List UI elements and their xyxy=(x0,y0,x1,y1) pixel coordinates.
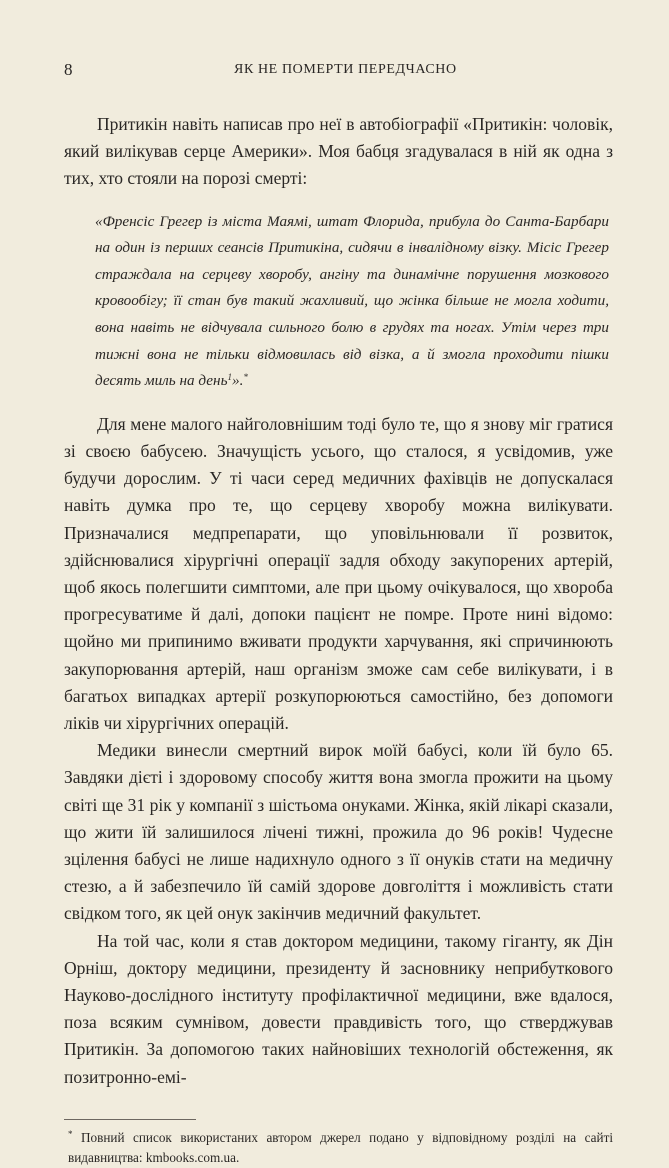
quote-footnote-mark: * xyxy=(243,372,248,383)
quote-reference: 1 xyxy=(227,372,232,383)
page-number: 8 xyxy=(64,60,73,79)
block-quote xyxy=(95,209,609,395)
quote-text: «Френсіс Грегер із міста Маямі, штат Флорида, прибула до Санта-Барбари на один із перших сеансів Притикіна, сидячи в інвалідному візку. Місіс Грегер страждала на серцеву хворобу, ангіну та динамічне порушення мозкового кровообігу; її стан був такий жахливий, що жінка більше не могла ходити, вона навіть не відчувала сильного болю в грудях та ногах. Утім через три тижні вона не тільки відмовилась від візка, а й змогла проходити пішки десять миль на день xyxy=(95,212,609,390)
intro-paragraph: Притикін навіть написав про неї в автобіографії «Притикін: чоловік, який вилікував серце Америки». Моя бабця згадувалася в ній як одна з тих, хто стояли на порозі смерті: xyxy=(64,114,613,189)
quote-closing: ». xyxy=(231,372,244,390)
running-title: ЯК НЕ ПОМЕРТИ ПЕРЕДЧАСНО xyxy=(234,62,457,77)
footnote xyxy=(64,1128,613,1168)
footnote-text: Повний список використаних автором джерел подано у відповідному розділі на сайті видавництва: kmbooks.com.ua. xyxy=(68,1129,613,1165)
page-header xyxy=(64,54,613,84)
paragraph-3: На той час, коли я став доктором медицини, такому гіганту, як Дін Орніш, доктору медицини, президенту й засновнику неприбуткового Науково-дослідного інституту профілактичної медицини, вже вдалося, поза всяким сумнівом, довести правдивість того, що стверджував Притикін. За допомогою таких найновіших технологій обстеження, як позитронно-емі- xyxy=(64,930,613,1087)
footnote-divider xyxy=(64,1119,196,1120)
body-text xyxy=(64,111,613,1091)
footnote-mark: * xyxy=(68,1128,73,1139)
paragraph-2: Медики винесли смертний вирок моїй бабусі, коли їй було 65. Завдяки дієті і здоровому способу життя вона змогла прожити на цьому світі ще 31 рік у компанії з шістьома онуками. Жінка, якій лікарі сказали, що жити їй залишилося лічені тижні, прожила до 96 років! Чудесне зцілення бабусі не лише надихнуло одного з її онуків стати на медичну стезю, а й забезпечило їй самій здорове довголіття і можливість стати свідком того, як цей онук закінчив медичний факультет. xyxy=(64,740,613,924)
paragraph-1: Для мене малого найголовнішим тоді було те, що я знову міг гратися зі своєю бабусею. Значущість усього, що сталося, я усвідомив, уже будучи дорослим. У ті часи серед медичних фахівців не допускалася навіть думка про те, що серцеву хворобу можна вилікувати. Призначалися медпрепарати, що уповільнювали її розвиток, здійснювалися хірургічні операції задля обходу закупорених артерій, щоб якось полегшити симптоми, але при цьому очікувалося, що хвороба прогресуватиме й далі, допоки пацієнт не помре. Проте нині відомо: щойно ми припинимо вживати продукти харчування, які спричинюють закупорювання артерій, наш організм зможе сам себе вилікувати, і в багатьох випадках артерії розкупорюються самостійно, без допомоги ліків чи хірургічних операцій. xyxy=(64,413,613,733)
